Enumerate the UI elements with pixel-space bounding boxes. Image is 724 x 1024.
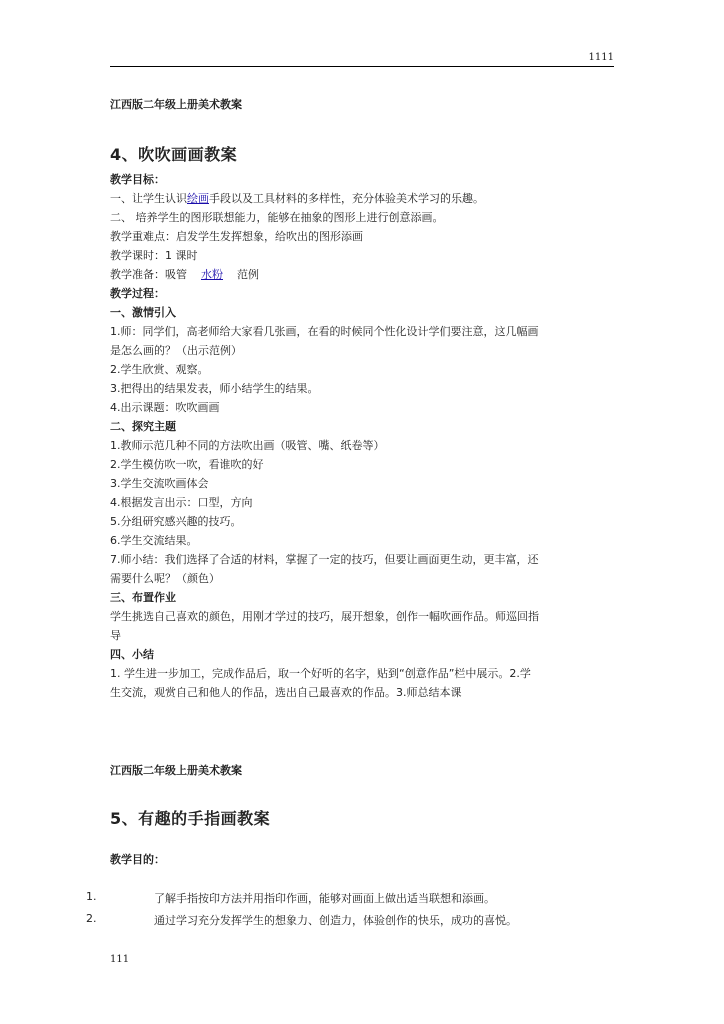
list-text: 通过学习充分发挥学生的想象力、创造力，体验创作的快乐，成功的喜悦。 <box>154 914 517 927</box>
section2-heading: 二、探究主题 <box>110 420 176 433</box>
list-item: 7.师小结：我们选择了合适的材料，掌握了一定的技巧，但要让画面更生动，更丰富，还 <box>110 553 539 566</box>
list-text: 了解手指按印方法并用指印作画，能够对画面上做出适当联想和添画。 <box>154 892 495 905</box>
list-item: 1.教师示范几种不同的方法吹出画（吸管、嘴、纸卷等） <box>110 439 385 452</box>
list-item: 3.学生交流吹画体会 <box>110 477 209 490</box>
lesson4-body <box>110 170 616 702</box>
list-item: 5.分组研究感兴趣的技巧。 <box>110 515 242 528</box>
list-item: 2.学生欣赏、观察。 <box>110 363 209 376</box>
prep-tail: 范例 <box>237 268 259 281</box>
process-heading: 教学过程： <box>110 287 165 300</box>
prep-label: 教学准备：吸管 <box>110 268 187 281</box>
list-item: 3.把得出的结果发表，师小结学生的结果。 <box>110 382 319 395</box>
lesson4-title: 4、吹吹画画教案 <box>110 145 238 164</box>
section4-heading: 四、小结 <box>110 648 154 661</box>
list-item: 1.师：同学们，高老师给大家看几张画，在看的时候同个性化设计学们要注意，这几幅画 <box>110 325 539 338</box>
series-title-lesson4: 江西版二年级上册美术教案 <box>110 98 242 111</box>
footer-page-number: 111 <box>110 954 130 965</box>
list-item: 1. 学生进一步加工，完成作品后，取一个好听的名字，贴到“创意作品”栏中展示。2.学 <box>110 667 531 680</box>
list-number: 1. <box>86 890 97 903</box>
list-item: 6.学生交流结果。 <box>110 534 198 547</box>
purpose-heading: 教学目的： <box>110 853 165 866</box>
objective-1 <box>110 189 616 208</box>
painting-link[interactable]: 绘画 <box>187 192 209 205</box>
list-item: 生交流，观赏自己和他人的作品，选出自己最喜欢的作品。3.师总结本课 <box>110 686 462 699</box>
key-points: 教学重难点：启发学生发挥想象，给吹出的图形添画 <box>110 230 363 243</box>
objective-2: 二、 培养学生的图形联想能力，能够在抽象的图形上进行创意添画。 <box>110 211 444 224</box>
list-item: 2.学生模仿吹一吹，看谁吹的好 <box>110 458 264 471</box>
section1-heading: 一、激情引入 <box>110 306 176 319</box>
preparation <box>110 265 616 284</box>
series-title-lesson5: 江西版二年级上册美术教案 <box>110 764 242 777</box>
list-item: 导 <box>110 629 121 642</box>
list-item: 4.出示课题：吹吹画画 <box>110 401 220 414</box>
list-item: 4.根据发言出示：口型，方向 <box>110 496 253 509</box>
class-hours: 教学课时：1 课时 <box>110 249 198 262</box>
lesson5-title: 5、有趣的手指画教案 <box>110 809 271 828</box>
gouache-link[interactable]: 水粉 <box>201 268 223 281</box>
list-number: 2. <box>86 912 97 925</box>
list-item: 学生挑选自己喜欢的颜色，用刚才学过的技巧，展开想象，创作一幅吹画作品。师巡回指 <box>110 610 539 623</box>
list-item: 是怎么画的？（出示范例） <box>110 344 242 357</box>
objectives-heading: 教学目标： <box>110 173 165 186</box>
section3-heading: 三、布置作业 <box>110 591 176 604</box>
header-rule <box>110 66 614 67</box>
list-item: 需要什么呢？（颜色） <box>110 572 220 585</box>
objective-1-post: 手段以及工具材料的多样性，充分体验美术学习的乐趣。 <box>209 192 484 205</box>
header-page-number: 1111 <box>588 52 614 63</box>
objective-1-pre: 一、让学生认识 <box>110 192 187 205</box>
